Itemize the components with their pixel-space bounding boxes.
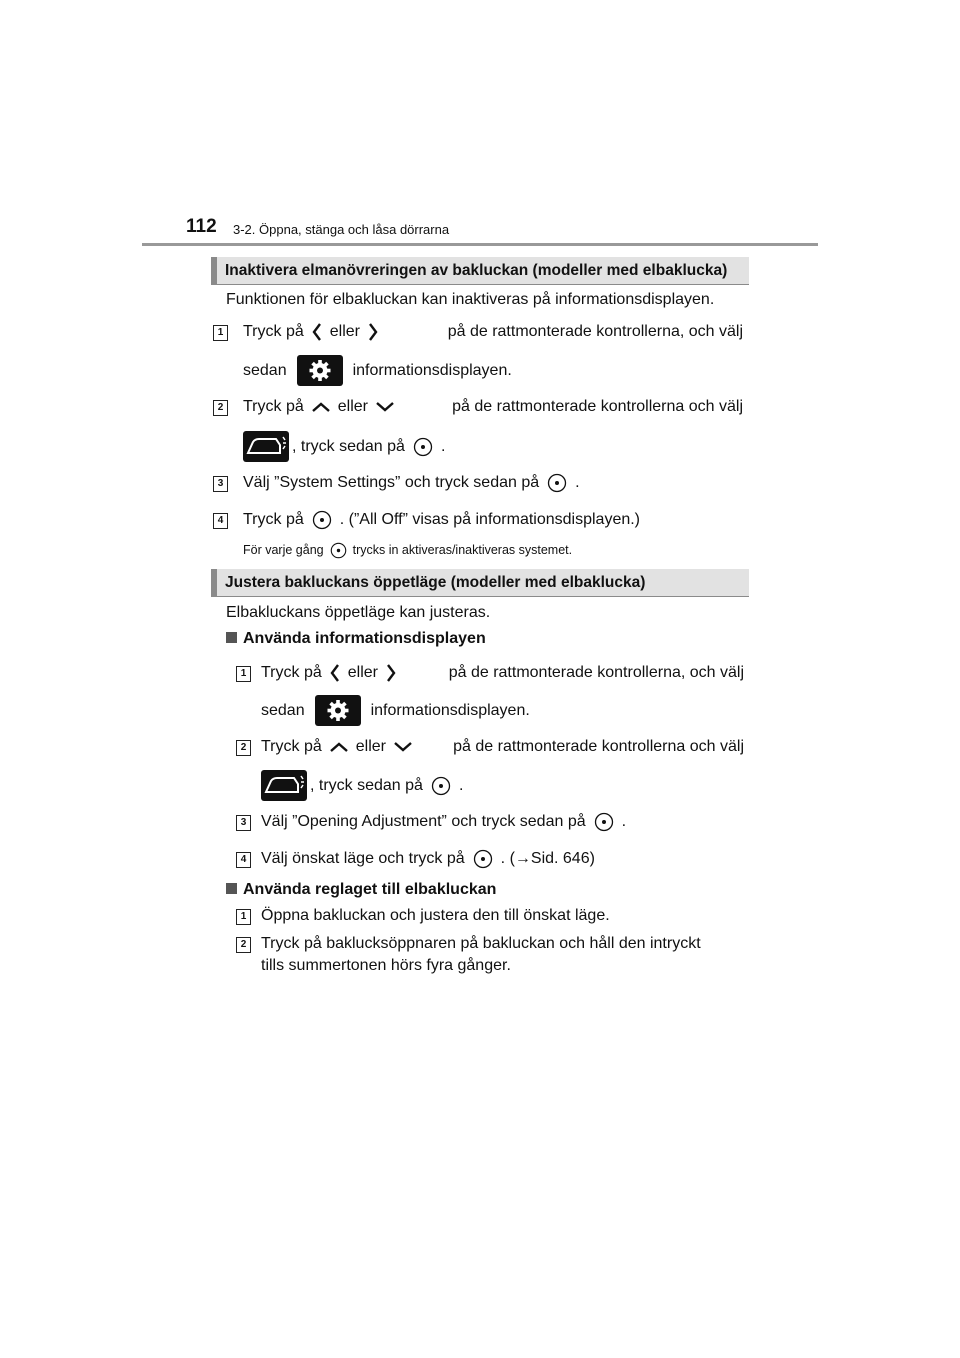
section2-intro: Elbakluckans öppetläge kan justeras.	[226, 604, 491, 621]
section-header-disable-power-tailgate: Inaktivera elmanövreringen av bakluckan (modeller med elbaklucka)	[211, 257, 749, 285]
tailgate-icon	[261, 770, 307, 801]
step-number: 1	[236, 666, 251, 682]
chevron-up-icon	[330, 741, 348, 753]
section-header-adjust-opening-position: Justera bakluckans öppetläge (modeller med elbaklucka)	[211, 569, 749, 597]
chapter-title: 3-2. Öppna, stänga och låsa dörrarna	[233, 222, 450, 237]
gear-icon	[297, 355, 343, 386]
page-number: 112	[186, 216, 217, 237]
ok-button-icon	[547, 473, 567, 493]
step-number: 4	[213, 513, 228, 529]
page-reference-link[interactable]: . (→Sid. 646)	[500, 850, 595, 868]
step-number: 1	[213, 325, 228, 341]
chevron-right-icon	[386, 664, 396, 682]
header-rule	[142, 243, 818, 246]
step-number: 2	[236, 740, 251, 756]
step-number: 4	[236, 852, 251, 868]
ok-button-icon	[431, 776, 451, 796]
step-number: 2	[236, 937, 251, 953]
step-number: 2	[213, 400, 228, 416]
step-number: 1	[236, 909, 251, 925]
chevron-down-icon	[394, 741, 412, 753]
subheading-tailgate-switch: Använda reglaget till elbakluckan	[226, 880, 496, 900]
ok-button-icon	[413, 437, 433, 457]
step-text: Välj ”System Settings” och tryck sedan på .	[243, 474, 580, 492]
step-text: Tryck på . (”All Off” visas på informationsdisplayen.)	[243, 511, 641, 529]
bullet-square-icon	[226, 883, 237, 894]
step-text: Tryck på eller på de rattmonterade kontrollerna, och välj	[261, 664, 744, 681]
ok-button-icon	[594, 812, 614, 832]
section1-intro: Funktionen för elbakluckan kan inaktiveras på informationsdisplayen.	[226, 291, 715, 308]
step-text: Välj önskat läge och tryck på . (→Sid. 646)	[261, 850, 595, 868]
chevron-down-icon	[376, 401, 394, 413]
step-text-line2: sedan informationsdisplayen.	[261, 694, 530, 727]
chevron-right-icon	[368, 323, 378, 341]
step-text-line2: tills summertonen hörs fyra gånger.	[261, 957, 511, 974]
chevron-left-icon	[330, 664, 340, 682]
step-text: Tryck på eller på de rattmonterade kontrollerna, och välj	[243, 323, 743, 340]
gear-icon	[315, 695, 361, 726]
step-text-line2: , tryck sedan på .	[261, 769, 463, 802]
step-text-line2: , tryck sedan på .	[243, 430, 445, 463]
step-text: Tryck på eller på de rattmonterade kontrollerna och välj	[243, 398, 743, 415]
ok-button-icon	[312, 510, 332, 530]
chevron-left-icon	[312, 323, 322, 341]
subheading-info-display: Använda informationsdisplayen	[226, 629, 486, 649]
step-number: 3	[213, 476, 228, 492]
tailgate-icon	[243, 431, 289, 462]
step-text: Tryck på baklucksöppnaren på bakluckan och håll den intryckt	[261, 935, 701, 952]
note-text: För varje gång trycks in aktiveras/inaktiveras systemet.	[243, 540, 572, 560]
step-text: Tryck på eller på de rattmonterade kontrollerna och välj	[261, 738, 744, 755]
ok-button-icon	[330, 542, 347, 559]
step-number: 3	[236, 815, 251, 831]
step-text-line2: sedan informationsdisplayen.	[243, 354, 512, 387]
chevron-up-icon	[312, 401, 330, 413]
step-text: Öppna bakluckan och justera den till önskat läge.	[261, 907, 610, 924]
step-text: Välj ”Opening Adjustment” och tryck sedan på .	[261, 813, 627, 831]
bullet-square-icon	[226, 632, 237, 643]
ok-button-icon	[473, 849, 493, 869]
